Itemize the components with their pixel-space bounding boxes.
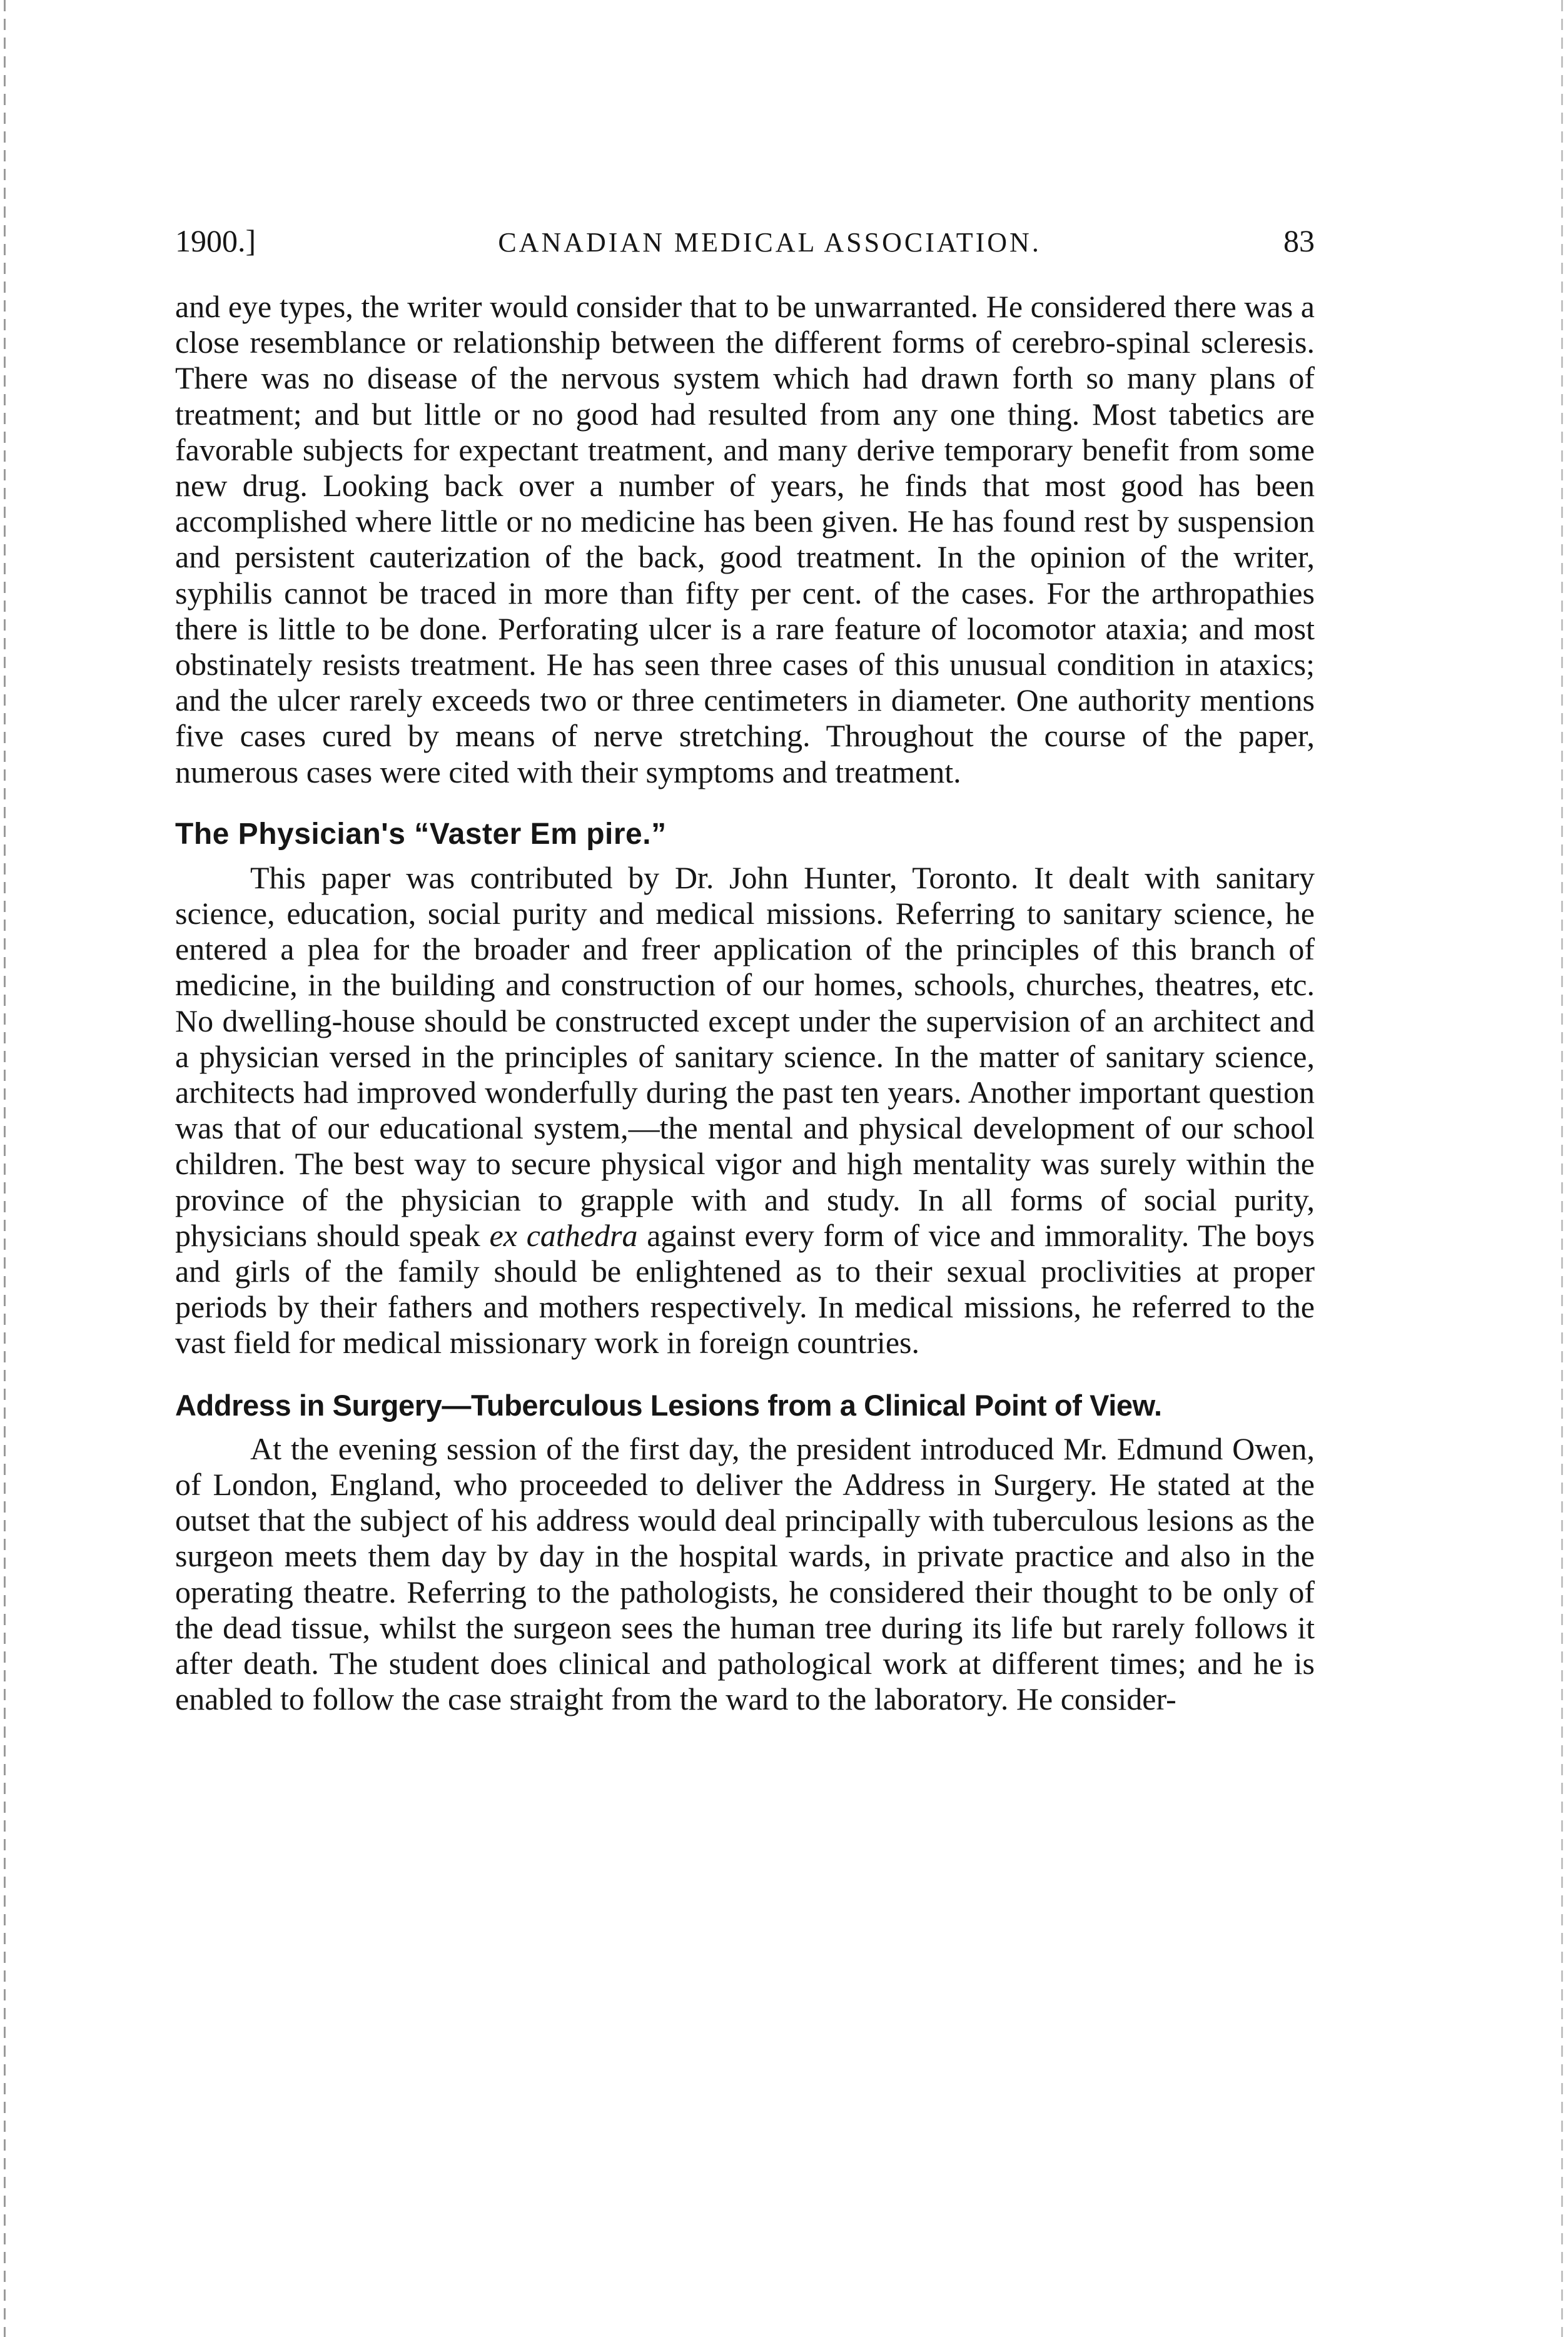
section-heading-vaster-empire: The Physician's “Vaster Em pire.” xyxy=(175,817,667,851)
section-heading-address-in-surgery: Address in Surgery—Tuberculous Lesions from a Clinical Point of View. xyxy=(175,1388,1162,1422)
journal-page xyxy=(175,222,1315,1717)
intro-paragraph: and eye types, the writer would consider that to be unwarranted. He considered there was a close resemblance or relationship between the different forms of cerebro-spinal scleresis. There was no disease of the nervous system which had drawn forth so many plans of treatment; and but little or no good had resulted from any one thing. Most tabetics are favorable subjects for expectant treatment, and many derive temporary benefit from some new drug. Looking back over a number of years, he finds that most good has been accomplished where little or no medicine has been given. He has found rest by suspension and persistent cauterization of the back, good treatment. In the opinion of the writer, syphilis cannot be traced in more than fifty per cent. of the cases. For the arthropathies there is little to be done. Perforating ulcer is a rare feature of locomotor ataxia; and most obstinately resists treatment. He has seen three cases of this unusual condition in ataxics; and the ulcer rarely exceeds two or three centimeters in diameter. One authority mentions five cases cured by means of nerve stretching. Throughout the course of the paper, numerous cases were cited with their symptoms and treatment. xyxy=(175,289,1315,789)
section-paragraph-address-in-surgery: At the evening session of the first day, the president introduced Mr. Edmund Owen, of London, England, who proceeded to deliver the Address in Surgery. He stated at the outset that the subject of his address would deal principally with tuberculous lesions as the surgeon meets them day by day in the hospital wards, in private practice and also in the operating theatre. Referring to the pathologists, he considered their thought to be only of the dead tissue, whilst the surgeon sees the human tree during its life but rarely follows it after death. The student does clinical and pathological work at different times; and he is enabled to follow the case straight from the ward to the laboratory. He consider- xyxy=(175,1431,1315,1717)
header-year: 1900.] xyxy=(175,223,256,258)
header-page-number: 83 xyxy=(1283,223,1315,258)
page-binding-edge xyxy=(4,0,6,2337)
paragraph-text-part1: This paper was contributed by Dr. John Hunter, Toronto. It dealt with sanitary science, education, social purity and medical missions. Referring to sanitary science, he entered a plea for the broader and freer application of the principles of this branch of medicine, in the building and construction of our homes, schools, churches, theatres, etc. No dwelling-house should be constructed except under the supervision of an architect and a physician versed in the principles of sanitary science. In the matter of sanitary science, architects had improved wonderfully during the past ten years. Another important question was that of our educational system,—the mental and physical development of our school children. The best way to secure physical vigor and high mentality was surely within the province of the physician to grapple with and study. In all forms of social purity, physicians should speak xyxy=(175,859,1315,1253)
paragraph-italic-phrase: ex cathedra xyxy=(489,1217,638,1253)
running-head xyxy=(175,222,1315,261)
paragraph-text-part2: against every form of vice and immorality. The boys and girls of the family should be enlightened as to their sexual proclivities at proper periods by their fathers and mothers respectively. In medical missions, he referred to the vast field for medical missionary work in foreign countries. xyxy=(175,1217,1315,1361)
page-right-edge xyxy=(1561,0,1563,2337)
section-paragraph-vaster-empire xyxy=(175,860,1315,1361)
header-journal-title: CANADIAN MEDICAL ASSOCIATION. xyxy=(498,227,1041,258)
